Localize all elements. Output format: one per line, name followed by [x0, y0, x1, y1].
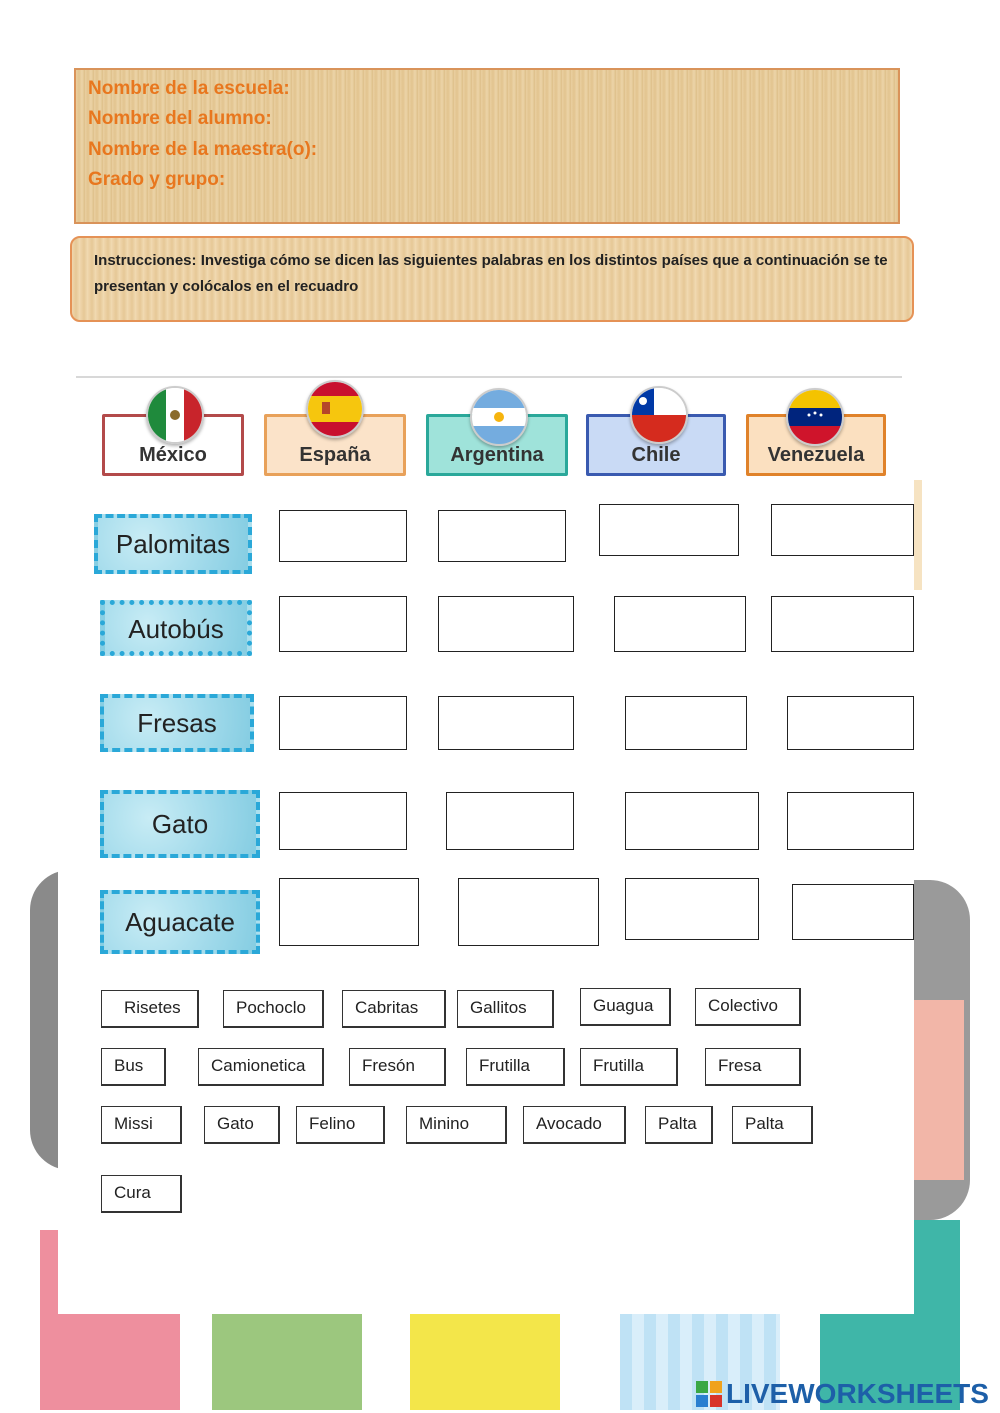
- word-bank-chip[interactable]: Fresón: [349, 1048, 446, 1086]
- spain-flag-icon: [306, 380, 364, 438]
- word-label-autobus: Autobús: [100, 600, 252, 656]
- word-bank-chip[interactable]: Bus: [101, 1048, 166, 1086]
- answer-box-aguacate-espana[interactable]: [279, 878, 419, 946]
- mexico-flag-icon: [146, 386, 204, 444]
- word-bank-chip[interactable]: Palta: [645, 1106, 713, 1144]
- decorative-figure-center-body: [212, 1300, 362, 1410]
- country-name: España: [299, 444, 371, 466]
- word-label-palomitas: Palomitas: [94, 514, 252, 574]
- answer-box-gato-chile[interactable]: [625, 792, 759, 850]
- word-bank-chip[interactable]: Frutilla: [580, 1048, 678, 1086]
- header-info-box: [74, 68, 900, 224]
- answer-box-gato-argentina[interactable]: [446, 792, 574, 850]
- answer-box-palomitas-venezuela[interactable]: [771, 504, 914, 556]
- school-name-label: Nombre de la escuela:: [88, 78, 290, 99]
- answer-box-autobus-espana[interactable]: [279, 596, 407, 652]
- word-bank-chip[interactable]: Missi: [101, 1106, 182, 1144]
- instructions-scroll: [70, 236, 914, 322]
- liveworksheets-logo-icon: [696, 1381, 722, 1407]
- answer-box-autobus-argentina[interactable]: [438, 596, 574, 652]
- answer-box-palomitas-chile[interactable]: [599, 504, 739, 556]
- argentina-flag-icon: [470, 388, 528, 446]
- word-bank-chip[interactable]: Avocado: [523, 1106, 626, 1144]
- answer-box-aguacate-chile[interactable]: [625, 878, 759, 940]
- instructions-text: Instrucciones: Investiga cómo se dicen las siguientes palabras en los distintos países que a continuación se te presentan y colócalos en el recuadro: [94, 252, 888, 295]
- word-bank-chip[interactable]: Cura: [101, 1175, 182, 1213]
- divider: [76, 376, 902, 378]
- word-bank-chip[interactable]: Felino: [296, 1106, 385, 1144]
- word-bank-chip[interactable]: Minino: [406, 1106, 507, 1144]
- chile-flag-icon: [630, 386, 688, 444]
- answer-box-fresas-argentina[interactable]: [438, 696, 574, 750]
- answer-box-gato-venezuela[interactable]: [787, 792, 914, 850]
- answer-box-aguacate-venezuela[interactable]: [792, 884, 914, 940]
- word-bank-chip[interactable]: Risetes: [101, 990, 199, 1028]
- word-bank-chip[interactable]: Camionetica: [198, 1048, 324, 1086]
- answer-box-fresas-venezuela[interactable]: [787, 696, 914, 750]
- teacher-name-label: Nombre de la maestra(o):: [88, 139, 318, 160]
- word-label-fresas: Fresas: [100, 694, 254, 752]
- answer-box-palomitas-espana[interactable]: [279, 510, 407, 562]
- answer-box-aguacate-argentina[interactable]: [458, 878, 599, 946]
- answer-box-autobus-chile[interactable]: [614, 596, 746, 652]
- answer-box-gato-espana[interactable]: [279, 792, 407, 850]
- answer-box-autobus-venezuela[interactable]: [771, 596, 914, 652]
- country-name: Venezuela: [767, 444, 865, 466]
- word-bank-chip[interactable]: Palta: [732, 1106, 813, 1144]
- word-bank-chip[interactable]: Pochoclo: [223, 990, 324, 1028]
- decorative-figure-center2-body: [410, 1300, 560, 1410]
- answer-box-fresas-espana[interactable]: [279, 696, 407, 750]
- country-name: México: [139, 444, 207, 466]
- decorative-figure-right-face: [914, 1000, 964, 1180]
- country-name: Chile: [631, 444, 681, 466]
- word-bank-chip[interactable]: Colectivo: [695, 988, 801, 1026]
- word-bank-chip[interactable]: Guagua: [580, 988, 671, 1026]
- country-name: Argentina: [450, 444, 544, 466]
- venezuela-flag-icon: [786, 388, 844, 446]
- word-label-aguacate: Aguacate: [100, 890, 260, 954]
- answer-box-fresas-chile[interactable]: [625, 696, 747, 750]
- grade-group-label: Grado y grupo:: [88, 169, 226, 190]
- liveworksheets-logo-text: LIVEWORKSHEETS: [726, 1378, 989, 1409]
- word-bank-chip[interactable]: Fresa: [705, 1048, 801, 1086]
- student-name-label: Nombre del alumno:: [88, 108, 272, 129]
- word-bank-chip[interactable]: Frutilla: [466, 1048, 565, 1086]
- word-bank-chip[interactable]: Cabritas: [342, 990, 446, 1028]
- answer-box-palomitas-argentina[interactable]: [438, 510, 566, 562]
- word-bank-chip[interactable]: Gallitos: [457, 990, 554, 1028]
- word-bank-chip[interactable]: Gato: [204, 1106, 280, 1144]
- word-label-gato: Gato: [100, 790, 260, 858]
